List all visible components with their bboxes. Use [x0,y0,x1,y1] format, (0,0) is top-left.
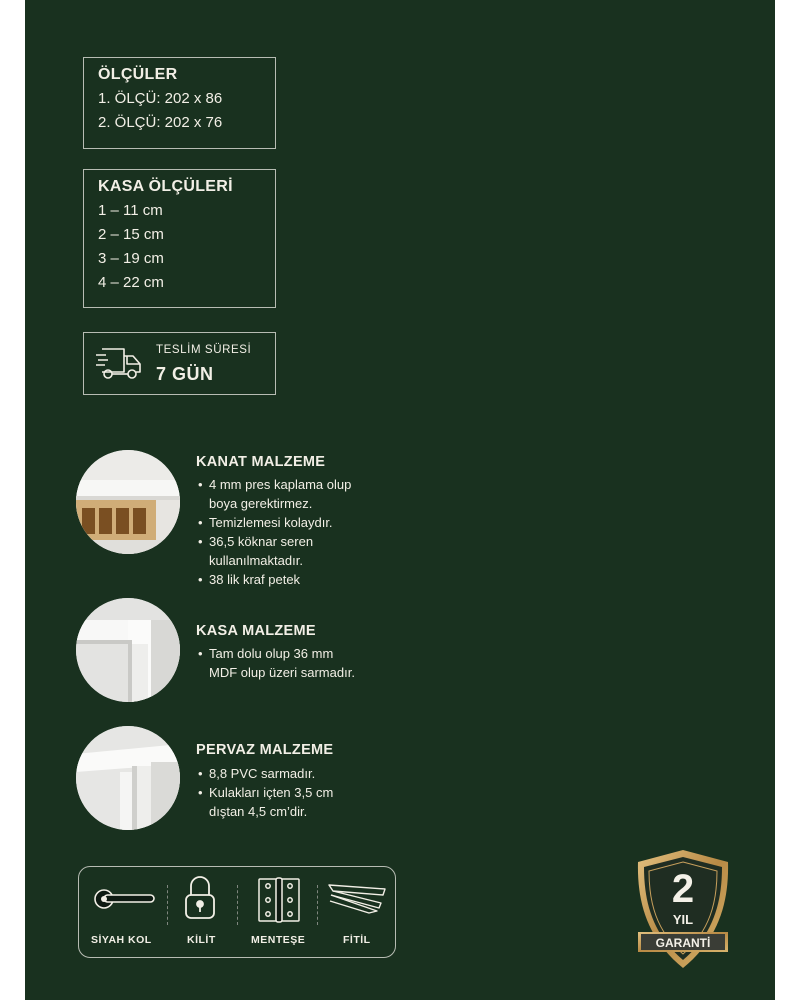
olculer-title: ÖLÇÜLER [98,66,178,83]
accessory-label: KİLİT [187,934,216,946]
list-item: • Tam dolu olup 36 mm MDF olup üzeri sarmadır. [198,646,355,680]
olcu-1: 1. ÖLÇÜ: 202 x 86 [98,90,223,107]
list-item: • 38 lik kraf petek [198,572,301,587]
pervaz-malzeme-image [76,726,180,830]
delivery-truck-icon [94,345,144,383]
accessory-fitil [325,867,389,959]
list-item: • Temizlemesi kolaydır. [198,515,333,530]
door-handle-icon [91,879,157,919]
kanat-malzeme-image [76,450,180,554]
olculer-box [83,57,276,149]
olcu-2: 2. ÖLÇÜ: 202 x 76 [98,114,223,131]
list-item: • 36,5 köknar seren kullanılmaktadır. [198,534,314,568]
kasa-olculeri-box [83,169,276,308]
list-item: • Kulakları içten 3,5 cm dıştan 4,5 cm’dir. [198,785,334,819]
list-item: • 8,8 PVC sarmadır. [198,766,316,781]
teslim-label: TESLİM SÜRESİ [156,344,252,356]
accessory-label: FİTİL [343,934,371,946]
accessory-kilit [177,867,227,959]
divider [237,885,238,925]
hinge-icon [257,877,301,923]
badge-number: 2 [671,867,695,911]
accessory-label: MENTEŞE [251,934,306,946]
accessories-box [78,866,396,958]
accessory-mentese [247,867,313,959]
kasa-malzeme-title: KASA MALZEME [196,623,316,639]
kasa-olcu-4: 4 – 22 cm [98,274,164,291]
badge-line1: YIL [672,912,694,927]
kasa-malzeme-list [198,644,355,682]
kasa-olcu-2: 2 – 15 cm [98,226,164,243]
kasa-olculeri-title: KASA ÖLÇÜLERİ [98,178,233,195]
list-item: • 4 mm pres kaplama olup boya gerektirmez. [198,477,352,511]
kanat-malzeme-title: KANAT MALZEME [196,454,326,470]
padlock-icon [183,875,217,921]
divider [167,885,168,925]
divider [317,885,318,925]
accessory-siyah-kol [91,867,165,959]
kasa-olcu-3: 3 – 19 cm [98,250,164,267]
kasa-malzeme-image [76,598,180,702]
kanat-malzeme-list [198,475,351,589]
teslim-box [83,332,276,395]
teslim-value: 7 GÜN [156,364,214,384]
badge-line2: GARANTİ [655,936,711,950]
pervaz-malzeme-title: PERVAZ MALZEME [196,742,334,758]
pervaz-malzeme-list [198,764,333,821]
kasa-olcu-1: 1 – 11 cm [98,202,163,219]
seal-strip-icon [327,881,389,921]
warranty-badge [632,848,734,970]
accessory-label: SİYAH KOL [91,934,152,946]
